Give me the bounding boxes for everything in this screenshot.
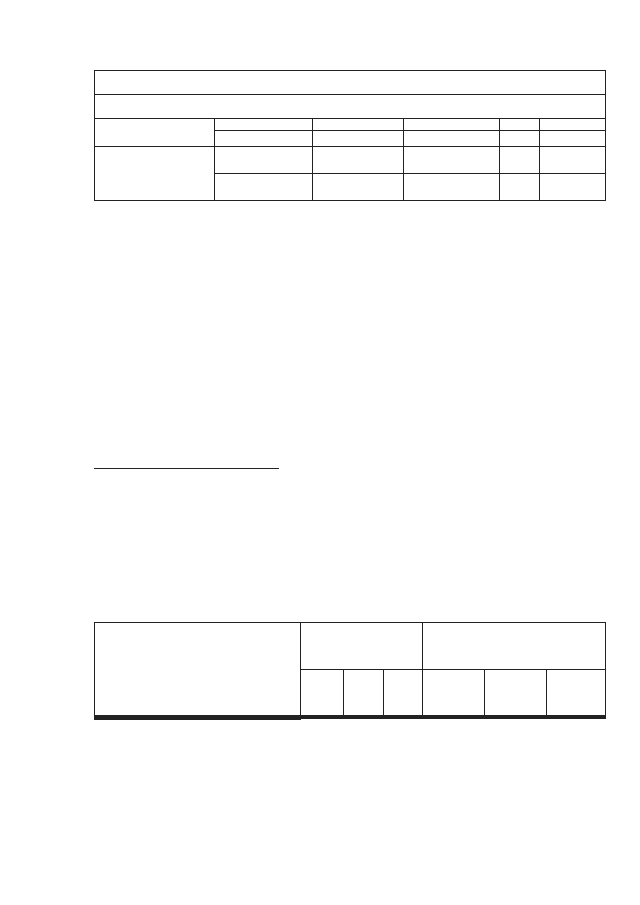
header-value xyxy=(301,623,423,670)
subprogram-title xyxy=(95,71,606,95)
table-cell xyxy=(214,131,312,147)
table-cell xyxy=(214,147,312,174)
table-cell xyxy=(312,147,404,174)
table-cell xyxy=(312,131,404,147)
year-header xyxy=(301,669,344,716)
financing-table xyxy=(94,70,606,201)
indicator-label xyxy=(95,719,301,720)
year-header xyxy=(423,669,484,716)
total-label xyxy=(95,147,215,201)
header-name xyxy=(95,623,301,716)
fin-2016-label xyxy=(95,119,215,147)
table-cell xyxy=(214,119,312,131)
table-cell xyxy=(540,174,606,201)
table-cell xyxy=(540,131,606,147)
table-cell xyxy=(500,119,540,131)
table-cell xyxy=(540,119,606,131)
table-cell xyxy=(540,147,606,174)
year-header xyxy=(344,669,384,716)
financing-title xyxy=(95,95,606,119)
header-expense xyxy=(423,623,606,670)
table-cell xyxy=(500,147,540,174)
footnote-divider xyxy=(94,468,279,469)
year-header xyxy=(546,669,605,716)
table-cell xyxy=(214,174,312,201)
table-cell xyxy=(500,174,540,201)
table-cell xyxy=(500,131,540,147)
table-cell xyxy=(404,131,500,147)
year-header xyxy=(484,669,546,716)
forecast-table xyxy=(94,622,606,720)
year-header xyxy=(383,669,423,716)
table-cell xyxy=(404,174,500,201)
table-cell xyxy=(404,147,500,174)
table-cell xyxy=(312,119,404,131)
table-cell xyxy=(404,119,500,131)
table-cell xyxy=(312,174,404,201)
